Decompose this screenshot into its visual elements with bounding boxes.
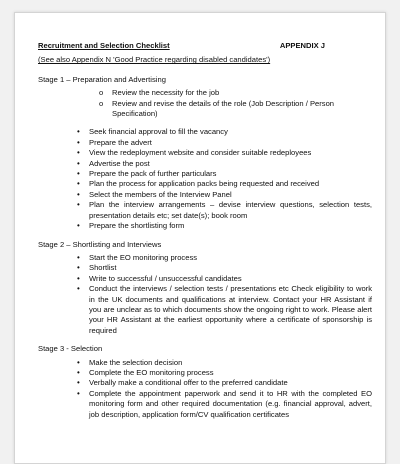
list-item: • View the redeployment website and consider suitable redeployees: [77, 148, 312, 158]
list-item: • Seek financial approval to fill the vacancy: [77, 127, 228, 137]
stage-1-sub-list: [38, 88, 372, 119]
document-page: [14, 12, 386, 464]
list-item: • Complete the appointment paperwork and send it to HR with the completed EO monitoring form and other required documentation (e.g. financial approval, advert, job description, application form/CV qualification certificates: [77, 388, 372, 419]
list-item: • Prepare the pack of further particulars: [77, 169, 217, 179]
bullet-icon: •: [77, 127, 80, 137]
bullet-icon: •: [77, 221, 80, 231]
document-content: [38, 41, 372, 420]
list-item: • Complete the EO monitoring process: [77, 367, 214, 377]
list-item: • Write to successful / unsuccessful candidates: [77, 273, 242, 283]
list-item: • Plan the process for application packs being requested and received: [77, 179, 320, 189]
bullet-icon: •: [77, 189, 80, 199]
reference-note: (See also Appendix N 'Good Practice regarding disabled candidates'): [38, 55, 271, 65]
bullet-icon: •: [77, 388, 80, 398]
bullet-icon: •: [77, 252, 80, 262]
bullet-icon: •: [77, 273, 80, 283]
list-item: o Review the necessity for the job: [99, 88, 220, 98]
list-item: • Conduct the interviews / selection tests / presentations etc Check eligibility to work in the UK documents and qualifications at interview. Contact your HR Assistant if you are unclear as to which documents show the ongoing right to work. Please alert your HR Assistant at the earliest opportunity where a certificate of sponsorship is required: [77, 284, 372, 335]
stage-1-list: [38, 127, 372, 231]
list-item: • Prepare the shortlisting form: [77, 221, 185, 231]
list-item: • Make the selection decision: [77, 357, 183, 367]
appendix-label: APPENDIX J: [279, 41, 325, 50]
bullet-icon: •: [77, 158, 80, 168]
bullet-icon: •: [77, 200, 80, 210]
stage-1-heading: Stage 1 – Preparation and Advertising: [38, 74, 166, 84]
document-title: Recruitment and Selection Checklist: [38, 41, 170, 50]
bullet-icon: •: [77, 357, 80, 367]
bullet-icon: •: [77, 179, 80, 189]
list-item: • Prepare the advert: [77, 137, 152, 147]
list-item: o Review and revise the details of the role (Job Description / Person Specification): [99, 98, 335, 119]
bullet-icon: •: [77, 378, 80, 388]
document-header: [38, 41, 372, 51]
circle-bullet-icon: o: [99, 88, 104, 98]
list-item: • Verbally make a conditional offer to the preferred candidate: [77, 378, 288, 388]
bullet-icon: •: [77, 263, 80, 273]
list-item: • Start the EO monitoring process: [77, 252, 198, 262]
list-item: • Advertise the post: [77, 158, 150, 168]
bullet-icon: •: [77, 284, 80, 294]
list-item: • Plan the interview arrangements – devise interview questions, selection tests, presentation details etc; set date(s); book room: [77, 200, 372, 220]
bullet-icon: •: [77, 148, 80, 158]
bullet-icon: •: [77, 137, 80, 147]
list-item: • Select the members of the Interview Panel: [77, 189, 232, 199]
stage-3-list: [38, 358, 372, 420]
stage-2-heading: Stage 2 – Shortlisting and Interviews: [38, 239, 162, 249]
bullet-icon: •: [77, 367, 80, 377]
list-item: • Shortlist: [77, 263, 117, 273]
circle-bullet-icon: o: [99, 98, 104, 108]
bullet-icon: •: [77, 169, 80, 179]
stage-2-list: [38, 253, 372, 336]
stage-3-heading: Stage 3 - Selection: [38, 344, 103, 354]
